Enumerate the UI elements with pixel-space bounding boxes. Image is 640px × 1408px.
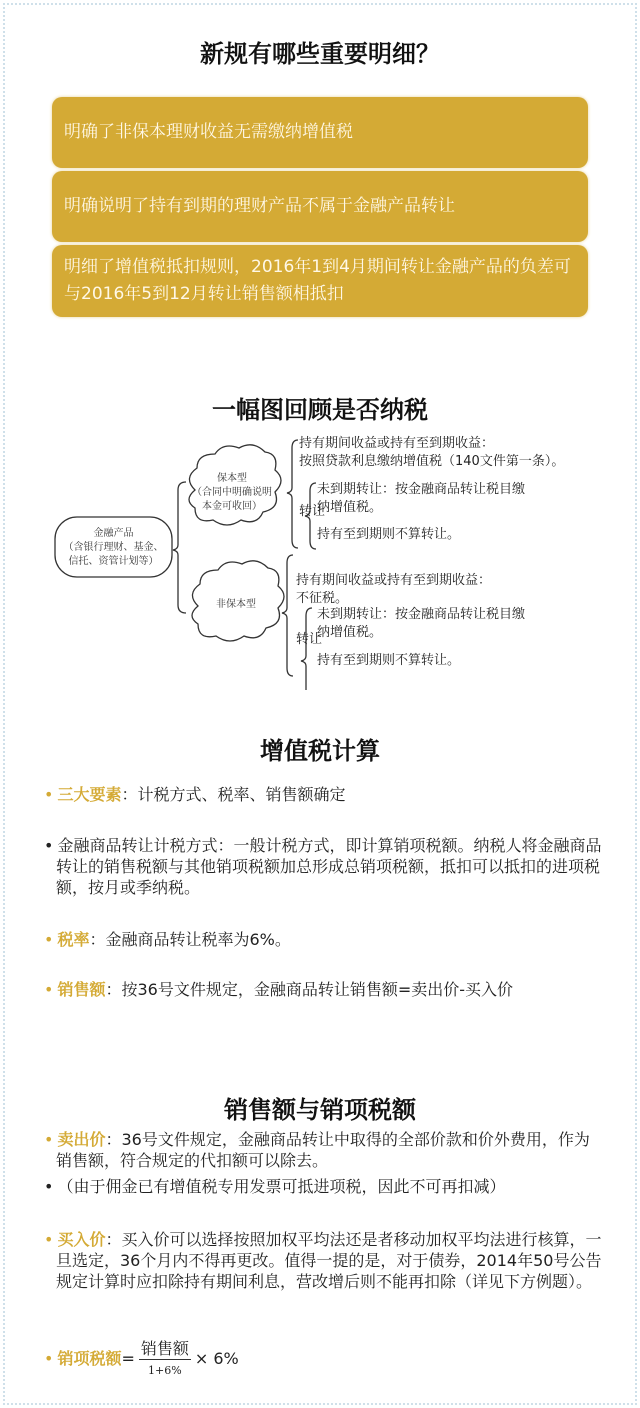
bullet: • xyxy=(44,1130,54,1149)
nonguaranteed-transfer-label: 转让 xyxy=(296,632,323,647)
guaranteed-label-line: 保本型 xyxy=(217,473,247,484)
root-brace xyxy=(173,482,186,613)
guaranteed-label-line: （合同中明确说明 xyxy=(192,487,272,498)
bullet: • xyxy=(44,980,54,999)
bullet: • xyxy=(44,785,54,804)
bullet: • xyxy=(44,1349,54,1368)
section-title-diagram: 一幅图回顾是否纳税 xyxy=(212,396,428,424)
nonguaranteed-income-2: 不征税。 xyxy=(296,591,349,606)
fraction-denominator: 1+6% xyxy=(148,1364,182,1377)
item-text: ：计税方式、税率、销售额确定 xyxy=(121,785,346,804)
key-term: 税率 xyxy=(57,930,90,949)
nonguaranteed-brace xyxy=(282,555,293,676)
item-text: ：按36号文件规定，金融商品转让销售额=卖出价-买入价 xyxy=(105,980,513,999)
guaranteed-brace xyxy=(287,440,298,548)
detail-box-3: 明细了增值税抵扣规则，2016年1到4月期间转让金融产品的负差可与2016年5到12月转让销售额相抵扣 xyxy=(52,245,588,317)
detail-box-1: 明确了非保本理财收益无需缴纳增值税 xyxy=(52,97,588,168)
detail-box-2: 明确说明了持有到期的理财产品不属于金融产品转让 xyxy=(52,171,588,242)
guaranteed-transfer-label: 转让 xyxy=(299,504,326,519)
key-term: 卖出价 xyxy=(57,1130,106,1149)
guaranteed-transfer-1a: 未到期转让：按金融商品转让税目缴 xyxy=(317,482,526,497)
buy-price xyxy=(44,1229,604,1292)
formula-multiplier: × 6% xyxy=(194,1349,239,1368)
item-text: ：买入价可以选择按照加权平均法还是者移动加权平均法进行核算，一旦选定，36个月内不得再更改。值得一提的是，对于债券，2014年50号公告规定计算时应扣除持有期间利息，营改增后则不能再扣除（详见下方例题）。 xyxy=(56,1230,602,1291)
item-text: 金融商品转让计税方式：一般计税方式，即计算销项税额。纳税人将金融商品转让的销售税额与其他销项税额加总形成总销项税额，抵扣可以抵扣的进项税额，按月或季纳税。 xyxy=(56,836,602,897)
nonguaranteed-transfer-1a: 未到期转让：按金融商品转让税目缴 xyxy=(317,607,526,622)
vat-three-elements xyxy=(44,784,604,805)
root-node-label xyxy=(55,527,172,569)
sell-price xyxy=(44,1129,604,1171)
key-term: 三大要素 xyxy=(57,785,122,804)
guaranteed-income-1: 持有期间收益或持有至到期收益： xyxy=(299,436,495,451)
section-title-vat-calc: 增值税计算 xyxy=(260,737,380,765)
bullet: • xyxy=(44,836,54,855)
vat-sales xyxy=(44,979,604,1000)
root-label-line: 金融产品 xyxy=(93,528,134,539)
item-text: （由于佣金已有增值税专用发票可抵进项税，因此不可再扣减） xyxy=(57,1177,506,1196)
nonguaranteed-transfer-1b: 纳增值税。 xyxy=(317,625,383,640)
guaranteed-label-line: 本金可收回） xyxy=(202,501,262,512)
guaranteed-node-label xyxy=(186,472,278,514)
guaranteed-transfer-1b: 纳增值税。 xyxy=(317,500,383,515)
nonguaranteed-transfer-2: 持有至到期则不算转让。 xyxy=(317,653,461,668)
key-term: 销售额 xyxy=(57,980,106,999)
vat-rate xyxy=(44,929,604,950)
section-title-sales: 销售额与销项税额 xyxy=(224,1096,416,1124)
formula-fraction xyxy=(139,1338,191,1381)
bullet: • xyxy=(44,1230,54,1249)
item-text: ：36号文件规定，金融商品转让中取得的全部价款和价外费用，作为销售额，符合规定的代扣额可以除去。 xyxy=(56,1130,590,1170)
bullet: • xyxy=(44,930,54,949)
fraction-numerator: 销售额 xyxy=(140,1339,189,1358)
root-label-line: （含银行理财、基金、 xyxy=(63,542,164,553)
output-tax-formula xyxy=(44,1338,604,1381)
nonguaranteed-transfer-brace xyxy=(301,608,312,690)
bullet: • xyxy=(44,1177,54,1196)
nonguaranteed-income-1: 持有期间收益或持有至到期收益： xyxy=(296,573,492,588)
key-term: 销项税额 xyxy=(57,1349,122,1368)
key-term: 买入价 xyxy=(57,1230,106,1249)
equals-sign: = xyxy=(121,1349,135,1368)
item-text: ：金融商品转让税率为6%。 xyxy=(89,930,291,949)
commission-note xyxy=(44,1176,604,1197)
nonguaranteed-node-label: 非保本型 xyxy=(216,599,256,610)
vat-method xyxy=(44,835,604,898)
section-title-details: 新规有哪些重要明细？ xyxy=(200,40,440,68)
root-label-line: 信托、资管计划等） xyxy=(68,556,159,567)
guaranteed-transfer-2: 持有至到期则不算转让。 xyxy=(317,527,461,542)
guaranteed-income-2: 按照贷款利息缴纳增值税（140文件第一条）。 xyxy=(299,454,565,469)
